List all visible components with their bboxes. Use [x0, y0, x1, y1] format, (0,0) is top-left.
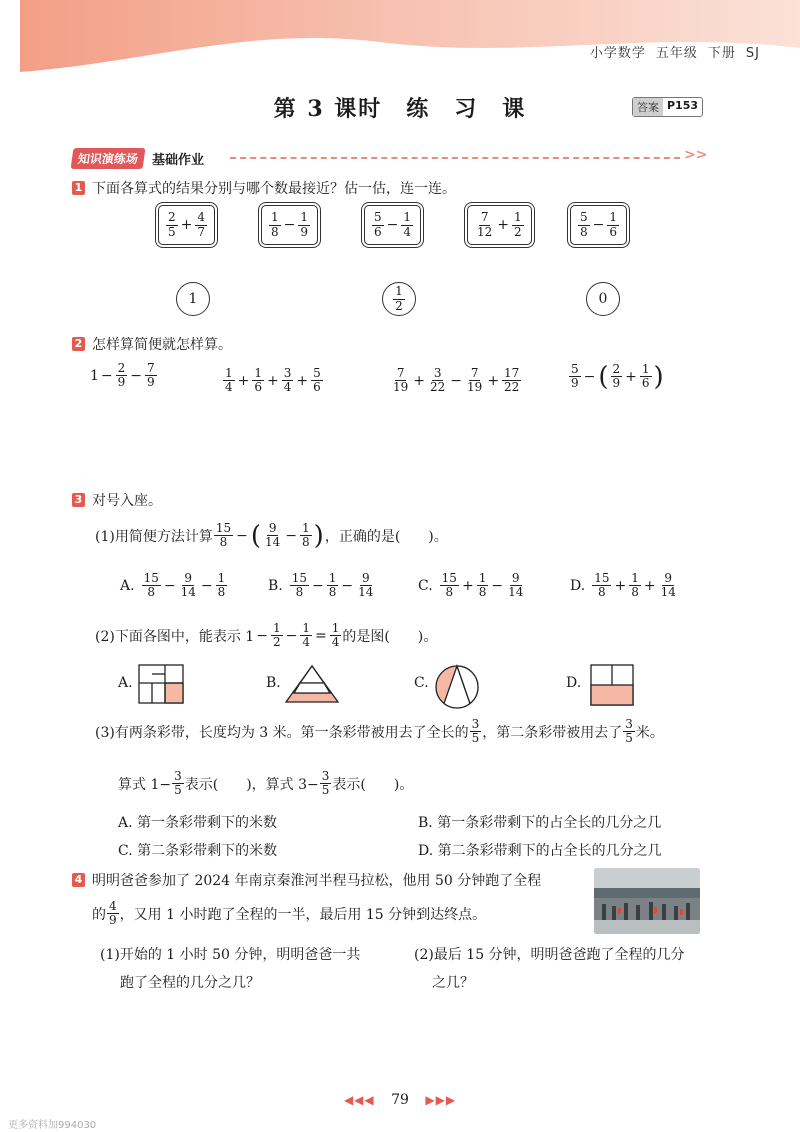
numerator: 1: [254, 366, 263, 380]
denominator: 8: [631, 585, 639, 600]
denominator: 2: [395, 298, 403, 313]
option-a[interactable]: A. 第一条彩带剩下的米数: [118, 815, 278, 831]
target-circle-zero[interactable]: 0: [586, 282, 620, 316]
numerator: 9: [664, 571, 673, 585]
marathon-photo: [594, 868, 700, 934]
arrow-left-icon: ◀◀◀: [343, 1093, 375, 1107]
numerator: 7: [470, 366, 479, 380]
figure-label-b[interactable]: B.: [266, 675, 281, 691]
q4-sub1-line1: (1)开始的 1 小时 50 分钟，明明爸爸一共: [100, 947, 361, 963]
denominator: 5: [168, 224, 176, 239]
q3-part1-suffix: ，正确的是( )。: [324, 528, 448, 545]
figure-d[interactable]: [590, 664, 634, 706]
expression-box[interactable]: [261, 205, 318, 245]
numerator: 3: [433, 366, 442, 380]
operator: −: [312, 577, 324, 594]
denominator: 6: [641, 376, 650, 391]
choice-label: B.: [268, 577, 283, 594]
denominator: 7: [197, 224, 206, 239]
figure-label-d[interactable]: D.: [566, 675, 582, 691]
denominator: 6: [254, 380, 263, 395]
q3-part2-suffix: 的是图( )。: [342, 628, 438, 645]
operand: 1: [90, 367, 99, 384]
figure-a[interactable]: [138, 664, 184, 704]
option-c[interactable]: C. 第二条彩带剩下的米数: [118, 843, 278, 859]
choice-label: C.: [418, 577, 433, 594]
operator: +: [643, 577, 656, 594]
q3-part3-text-c: 米。: [635, 724, 664, 741]
numerator: 5: [580, 210, 588, 225]
q3-part3-prompt: (3)有两条彩带，长度均为 3 米。第一条彩带被用去了全长的 $\frac{3}{5}$ ，第二条彩带被用去了 $\frac{3}{5}$ 米。: [95, 717, 664, 746]
numerator: 15: [291, 571, 308, 585]
chevron-right-icon: >>: [684, 147, 708, 163]
denominator: 14: [180, 585, 196, 600]
denominator: 9: [571, 376, 579, 391]
numerator: 9: [511, 571, 520, 585]
expression-box[interactable]: [467, 205, 532, 245]
option-d[interactable]: D. 第二条彩带剩下的占全长的几分之几: [418, 843, 662, 859]
numerator: 5: [571, 362, 579, 376]
lesson-title: 第 3 课时 练 习 课: [273, 96, 527, 122]
denominator: 8: [580, 224, 588, 239]
arrow-right-icon: ▶▶▶: [425, 1093, 457, 1107]
formula-c: 表示( )。: [332, 776, 414, 793]
numerator: 5: [374, 210, 382, 225]
numerator: 2: [117, 361, 126, 375]
numerator: 2: [168, 210, 176, 225]
operator: +: [461, 577, 474, 594]
denominator: 22: [504, 380, 520, 395]
denominator: 4: [283, 380, 292, 395]
option-b[interactable]: B. 第一条彩带剩下的占全长的几分之几: [418, 815, 662, 831]
question-text: 下面各算式的结果分别与哪个数最接近？估一估，连一连。: [92, 181, 456, 197]
numerator: 9: [184, 571, 193, 585]
numerator: 1: [609, 210, 618, 225]
q3-part3-text-b: ，第二条彩带被用去了: [482, 724, 623, 741]
section-bar: [72, 148, 204, 168]
q3-part2-prefix: (2)下面各图中，能表示 1: [95, 628, 255, 645]
numerator: 7: [147, 361, 155, 375]
numerator: 1: [217, 571, 226, 585]
numerator: 4: [197, 210, 206, 225]
numerator: 3: [283, 366, 292, 380]
q4-sub2-line2: 之几？: [432, 975, 474, 991]
q4-line2-b: ，又用 1 小时跑了全程的一半，最后用 15 分钟到达终点。: [119, 906, 487, 923]
denominator: 4: [403, 224, 412, 239]
numerator: 1: [300, 210, 309, 225]
question-number: 3: [72, 493, 85, 507]
denominator: 12: [477, 224, 493, 239]
operator: −: [592, 217, 605, 233]
page-number-bar: [0, 1092, 800, 1108]
numerator: 9: [361, 571, 370, 585]
q4-line2: 的 $\frac{4}{9}$ ，又用 1 小时跑了全程的一半，最后用 15 分钟到达终点。: [92, 899, 487, 928]
q3-part2-prompt: (2)下面各图中，能表示 1 − $\frac{1}{2}$ − $\frac{1}{4}$ = $\frac{1}{4}$ 的是图( )。: [95, 621, 438, 650]
section-name: 基础作业: [152, 152, 205, 168]
q4-line2-a: 的: [92, 906, 106, 923]
question-text: 对号入座。: [92, 493, 162, 509]
formula-a: 算式 1−: [118, 776, 172, 793]
operator: −: [491, 577, 504, 594]
question-number: 2: [72, 337, 85, 351]
choice-d[interactable]: [570, 572, 679, 599]
denominator: 22: [430, 380, 446, 395]
q2-expression-3: $\frac{7}{19}$ + $\frac{3}{22}$ − $\frac{7}{19}$ + $\frac{17}{22}$: [393, 366, 520, 395]
figure-label-c[interactable]: C.: [414, 675, 429, 691]
denominator: 14: [660, 585, 676, 600]
denominator: 2: [514, 224, 522, 239]
question-number: 4: [72, 873, 85, 887]
denominator: 6: [609, 224, 618, 239]
numerator: 5: [313, 366, 321, 380]
denominator: 8: [478, 585, 487, 600]
question-text: 怎样算简便就怎样算。: [92, 337, 232, 353]
volume: 下册: [707, 46, 736, 61]
denominator: 8: [328, 585, 337, 600]
target-circle-half[interactable]: [382, 282, 416, 316]
subject: 小学数学: [589, 46, 646, 61]
numerator: 1: [271, 210, 279, 225]
operator: +: [497, 217, 510, 233]
operator: −: [200, 577, 213, 594]
numerator: 15: [441, 571, 457, 585]
figure-b[interactable]: [284, 664, 340, 704]
choice-label: A.: [120, 577, 135, 594]
answer-reference: [632, 97, 703, 117]
numerator: 1: [631, 571, 639, 585]
target-circle-one[interactable]: 1: [176, 282, 210, 316]
choice-b[interactable]: [268, 572, 376, 599]
edition: SJ: [745, 46, 760, 61]
numerator: 1: [328, 571, 337, 585]
denominator: 8: [295, 585, 304, 600]
figure-c[interactable]: [434, 664, 480, 710]
q4-sub1-line2: 跑了全程的几分之几？: [120, 975, 260, 991]
q4-sub2-line1: (2)最后 15 分钟，明明爸爸跑了全程的几分: [414, 947, 685, 963]
q3-part1-prefix: (1)用简便方法计算: [95, 528, 213, 545]
q3-part1-prompt: (1)用简便方法计算 $\frac{15}{8}$ − ( $\frac{9}{14}$ − $\frac{1}{8}$ ) ，正确的是( )。: [95, 520, 448, 551]
numerator: 17: [504, 366, 520, 380]
choice-a[interactable]: [120, 572, 228, 599]
footer-note: 更多资料加994030: [8, 1120, 97, 1131]
expression-box[interactable]: [364, 205, 421, 245]
operator: −: [163, 577, 176, 594]
formula-b: 表示( )，算式 3−: [184, 776, 319, 793]
numerator: 1: [225, 366, 233, 380]
numerator: 7: [480, 210, 489, 225]
denominator: 4: [225, 380, 233, 395]
expression-box[interactable]: [158, 205, 215, 245]
denominator: 14: [508, 585, 524, 600]
answer-label: 答案: [633, 98, 663, 116]
denominator: 8: [598, 585, 606, 600]
denominator: 8: [147, 585, 156, 600]
choice-c[interactable]: [418, 572, 526, 599]
answer-page: P153: [667, 99, 699, 112]
denominator: 9: [612, 376, 621, 391]
numerator: 1: [395, 284, 403, 299]
denominator: 6: [374, 224, 382, 239]
q4-line1: 明明爸爸参加了 2024 年南京秦淮河半程马拉松，他用 50 分钟跑了全程: [92, 873, 542, 889]
choice-label: D.: [570, 577, 586, 594]
operator: −: [283, 217, 296, 233]
section-tag: 知识演练场: [71, 148, 146, 169]
operator: −: [386, 217, 399, 233]
denominator: 9: [300, 224, 309, 239]
denominator: 14: [358, 585, 374, 600]
denominator: 19: [467, 380, 483, 395]
denominator: 9: [147, 375, 155, 390]
section-divider: [230, 157, 680, 159]
grade: 五年级: [655, 46, 698, 61]
page-number: 79: [391, 1092, 409, 1108]
denominator: 19: [393, 380, 409, 395]
numerator: 1: [403, 210, 412, 225]
q2-expression-1: 1 − $\frac{2}{9}$ − $\frac{7}{9}$: [90, 361, 155, 390]
operator: −: [341, 577, 354, 594]
q3-part3-text-a: (3)有两条彩带，长度均为 3 米。第一条彩带被用去了全长的: [95, 724, 469, 741]
denominator: 6: [313, 380, 321, 395]
numerator: 15: [143, 571, 159, 585]
q3-part3-formulas: 算式 1− $\frac{3}{5}$ 表示( )，算式 3− $\frac{3}{5}$ 表示( )。: [118, 769, 414, 798]
numerator: 7: [396, 366, 405, 380]
operator: +: [614, 577, 627, 594]
denominator: 8: [217, 585, 226, 600]
denominator: 8: [271, 224, 279, 239]
numerator: 1: [478, 571, 487, 585]
expression-box[interactable]: [570, 205, 627, 245]
q2-expression-4: $\frac{5}{9}$ − ( $\frac{2}{9}$ + $\frac{1}{6}$ ): [571, 361, 664, 392]
numerator: 15: [594, 571, 610, 585]
subject-info: [580, 42, 760, 61]
question-number: 1: [72, 181, 85, 195]
figure-label-a[interactable]: A.: [118, 675, 133, 691]
denominator: 8: [445, 585, 454, 600]
numerator: 2: [612, 362, 621, 376]
q2-expression-2: $\frac{1}{4}$ + $\frac{1}{6}$ + $\frac{3}{4}$ + $\frac{5}{6}$: [225, 366, 321, 395]
numerator: 1: [641, 362, 650, 376]
numerator: 1: [514, 210, 522, 225]
operator: +: [180, 217, 193, 233]
denominator: 9: [117, 375, 126, 390]
